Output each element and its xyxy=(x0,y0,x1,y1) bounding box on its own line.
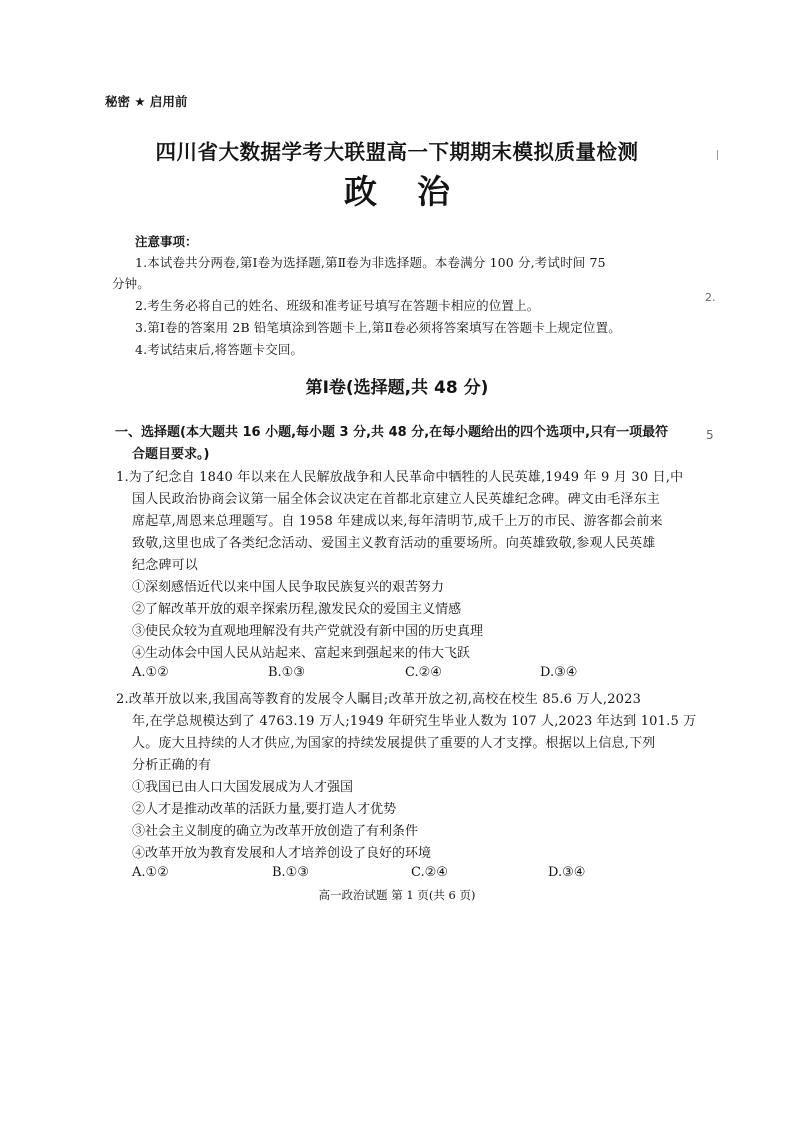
q1-option-2: ②了解改革开放的艰辛探索历程,激发民众的爱国主义情感 xyxy=(132,602,462,617)
q2-choice-a: A.①② xyxy=(132,865,169,880)
q1-choice-d: D.③④ xyxy=(540,665,578,680)
q2-line-4: 分析正确的有 xyxy=(132,758,212,773)
notice-item-4: 4.考试结束后,将答题卡交回。 xyxy=(135,342,304,357)
notice-item-2: 2.考生务必将自己的姓名、班级和准考证号填写在答题卡相应的位置上。 xyxy=(135,298,540,313)
q2-choice-c: C.②④ xyxy=(411,865,448,880)
q1-line-1: 1.为了纪念自 1840 年以来在人民解放战争和人民革命中牺牲的人民英雄,1949 年 9 月 30 日,中 xyxy=(116,470,684,485)
q2-choice-d: D.③④ xyxy=(548,865,586,880)
exam-title: 四川省大数据学考大联盟高一下期期末模拟质量检测 xyxy=(155,140,639,164)
q1-line-5: 纪念碑可以 xyxy=(132,558,199,573)
q1-choice-c: C.②④ xyxy=(405,665,442,680)
q2-option-3: ③社会主义制度的确立为改革开放创造了有利条件 xyxy=(132,824,419,839)
q2-line-2: 年,在学总规模达到了 4763.19 万人;1949 年研究生毕业人数为 107 人,2023 年达到 101.5 万 xyxy=(132,714,697,729)
q1-option-4: ④生动体会中国人民从站起来、富起来到强起来的伟大飞跃 xyxy=(132,646,471,661)
q2-option-4: ④改革开放为教育发展和人才培养创设了良好的环境 xyxy=(132,846,432,861)
margin-mark-2: 5 xyxy=(706,428,714,442)
q1-option-3: ③使民众较为直观地理解没有共产党就没有新中国的历史真理 xyxy=(132,624,484,639)
q2-option-2: ②人才是推动改革的活跃力量,要打造人才优势 xyxy=(132,802,397,817)
q2-line-1: 2.改革开放以来,我国高等教育的发展令人瞩目;改革开放之初,高校在校生 85.6 万人,2023 xyxy=(116,692,642,707)
q2-line-3: 人。庞大且持续的人才供应,为国家的持续发展提供了重要的人才支撑。根据以上信息,下列 xyxy=(132,736,656,751)
part-heading-cont: 合题目要求。) xyxy=(132,447,210,462)
section-title: 第Ⅰ卷(选择题,共 48 分) xyxy=(305,378,489,398)
page-footer: 高一政治试题 第 1 页(共 6 页) xyxy=(318,888,476,902)
margin-mark-1: 2. xyxy=(705,291,716,304)
notice-item-1: 1.本试卷共分两卷,第Ⅰ卷为选择题,第Ⅱ卷为非选择题。本卷满分 100 分,考试时间 75 xyxy=(135,255,606,270)
margin-tick xyxy=(717,150,718,160)
subject-title xyxy=(0,166,794,213)
q1-line-2: 国人民政治协商会议第一届全体会议决定在首都北京建立人民英雄纪念碑。碑文由毛泽东主 xyxy=(132,492,661,507)
q2-choice-b: B.①③ xyxy=(272,865,309,880)
q1-line-3: 席起草,周恩来总理题写。自 1958 年建成以来,每年清明节,成千上万的市民、游客都会前来 xyxy=(132,514,663,529)
confidential-label: 秘密 ★ 启用前 xyxy=(105,94,188,109)
q1-choice-a: A.①② xyxy=(132,665,169,680)
notice-item-1-cont: 分钟。 xyxy=(112,276,150,291)
subject-char-2: 治 xyxy=(417,172,450,211)
q1-choice-b: B.①③ xyxy=(268,665,305,680)
notice-item-3: 3.第Ⅰ卷的答案用 2B 铅笔填涂到答题卡上,第Ⅱ卷必须将答案填写在答题卡上规定位置。 xyxy=(135,320,621,335)
part-heading: 一、选择题(本大题共 16 小题,每小题 3 分,共 48 分,在每小题给出的四个选项中,只有一项最符 xyxy=(115,425,669,440)
subject-char-1: 政 xyxy=(344,172,377,211)
notice-heading: 注意事项： xyxy=(135,234,198,249)
q1-option-1: ①深刻感悟近代以来中国人民争取民族复兴的艰苦努力 xyxy=(132,580,445,595)
q1-line-4: 致敬,这里也成了各类纪念活动、爱国主义教育活动的重要场所。向英雄致敬,参观人民英雄 xyxy=(132,536,656,551)
q2-option-1: ①我国已由人口大国发展成为人才强国 xyxy=(132,780,354,795)
